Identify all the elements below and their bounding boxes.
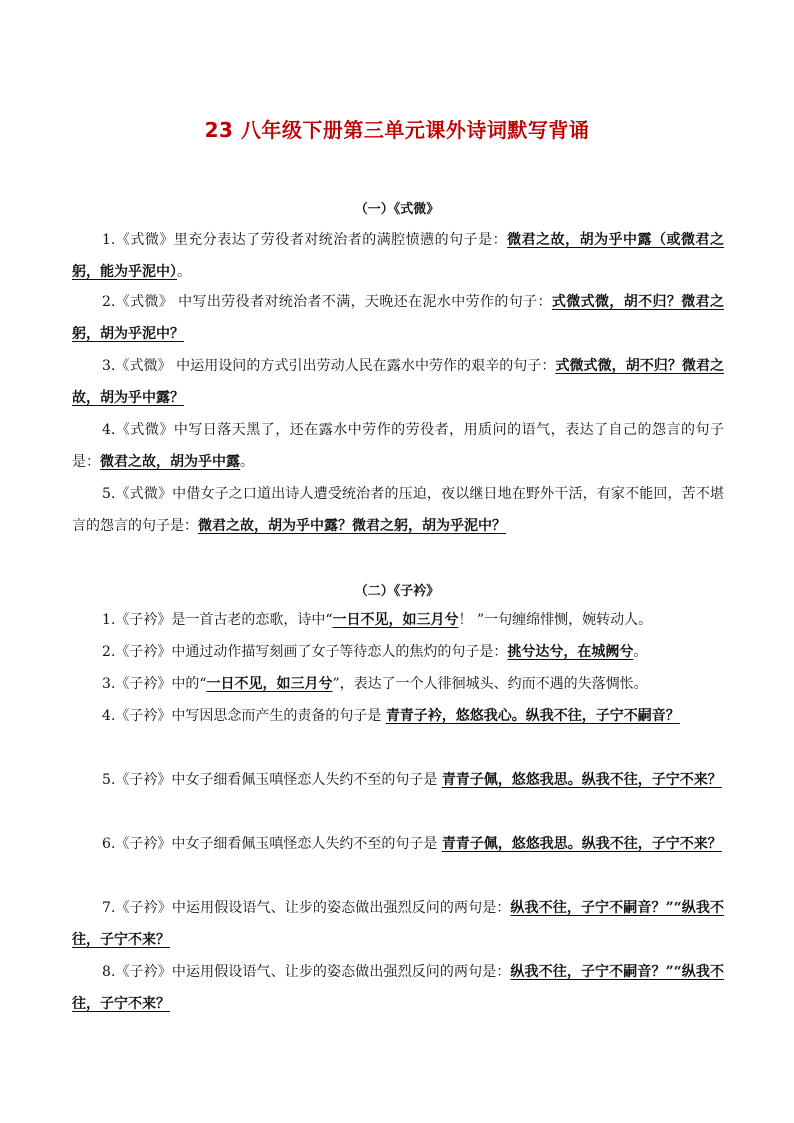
question-text: 5.《式微》中借女子之口道出诗人遭受统治者的压迫，夜以继日地在野外干活，有家不能回，苦不堪言的怨言的句子是： bbox=[72, 486, 724, 534]
question-text: 1.《式微》里充分表达了劳役者对统治者的满腔愤懑的句子是： bbox=[102, 232, 508, 248]
answer-text: 式微式微，胡不归？微君之躬，胡为乎泥中？ bbox=[72, 294, 724, 342]
answer-text: 纵我不往，子宁不嗣音？”“纵我不往，子宁不来？ bbox=[72, 900, 725, 948]
question-text: 3.《子衿》中的“ bbox=[102, 676, 207, 692]
question-tail: ”，表达了一个人徘徊城头、约而不遇的失落惆怅。 bbox=[332, 676, 648, 692]
question-tail: ！ ”一句缠绵悱恻，婉转动人。 bbox=[458, 612, 653, 628]
answer-text: 微君之故，胡为乎中露？微君之躬，胡为乎泥中？ bbox=[198, 518, 506, 534]
question-text: 1.《子衿》是一首古老的恋歌，诗中“ bbox=[102, 612, 333, 628]
question-item bbox=[72, 224, 724, 288]
question-item bbox=[72, 636, 724, 668]
question-item bbox=[72, 764, 724, 796]
question-text: 2.《子衿》中通过动作描写刻画了女子等待恋人的焦灼的句子是： bbox=[102, 644, 508, 660]
question-item bbox=[72, 414, 724, 478]
question-tail: 。 bbox=[177, 264, 191, 280]
question-text: 4.《子衿》中写因思念而产生的责备的句子是 bbox=[102, 708, 386, 724]
question-tail: 。 bbox=[240, 454, 254, 470]
page-title: 23 八年级下册第三单元课外诗词默写背诵 bbox=[204, 118, 590, 142]
question-item bbox=[72, 604, 724, 636]
question-item bbox=[72, 828, 724, 860]
answer-text: 微君之故，胡为乎中露（或微君之躬，能为乎泥中） bbox=[72, 232, 725, 280]
question-item bbox=[72, 478, 724, 542]
question-item bbox=[72, 668, 724, 700]
section-heading-shiwei: （一）《式微》 bbox=[354, 202, 440, 217]
answer-text: 挑兮达兮，在城阙兮 bbox=[507, 644, 634, 660]
question-text: 8.《子衿》中运用假设语气、让步的姿态做出强烈反问的两句是： bbox=[102, 964, 511, 980]
question-text: 6.《子衿》中女子细看佩玉嗔怪恋人失约不至的句子是 bbox=[102, 836, 442, 852]
section-heading-zijin: （二）《子衿》 bbox=[354, 584, 440, 599]
question-item bbox=[72, 350, 724, 414]
question-item bbox=[72, 892, 724, 956]
answer-text: 青青子佩，悠悠我思。纵我不往，子宁不来？ bbox=[441, 772, 722, 788]
question-text: 5.《子衿》中女子细看佩玉嗔怪恋人失约不至的句子是 bbox=[102, 772, 442, 788]
question-item bbox=[72, 956, 724, 1020]
question-text: 7.《子衿》中运用假设语气、让步的姿态做出强烈反问的两句是： bbox=[102, 900, 511, 916]
answer-text: 纵我不往，子宁不嗣音？”“纵我不往，子宁不来？ bbox=[72, 964, 725, 1012]
answer-text: 青青子佩，悠悠我思。纵我不往，子宁不来？ bbox=[441, 836, 722, 852]
question-tail: 。 bbox=[633, 644, 648, 660]
answer-text: 式微式微，胡不归？微君之故，胡为乎中露？ bbox=[72, 358, 724, 406]
answer-text: 微君之故，胡为乎中露 bbox=[100, 454, 240, 470]
question-text: 3.《式微》 中运用设问的方式引出劳动人民在露水中劳作的艰辛的句子： bbox=[102, 358, 556, 374]
answer-text: 一日不见，如三月兮 bbox=[206, 676, 333, 692]
question-text: 4.《式微》中写日落天黑了，还在露水中劳作的劳役者，用质问的语气，表达了自己的怨言的句子是： bbox=[72, 422, 724, 470]
answer-text: 一日不见，如三月兮 bbox=[332, 612, 459, 628]
question-text: 2.《式微》 中写出劳役者对统治者不满，天晚还在泥水中劳作的句子： bbox=[102, 294, 552, 310]
question-item bbox=[72, 286, 724, 350]
question-item bbox=[72, 700, 724, 732]
answer-text: 青青子衿，悠悠我心。纵我不往，子宁不嗣音？ bbox=[385, 708, 680, 724]
